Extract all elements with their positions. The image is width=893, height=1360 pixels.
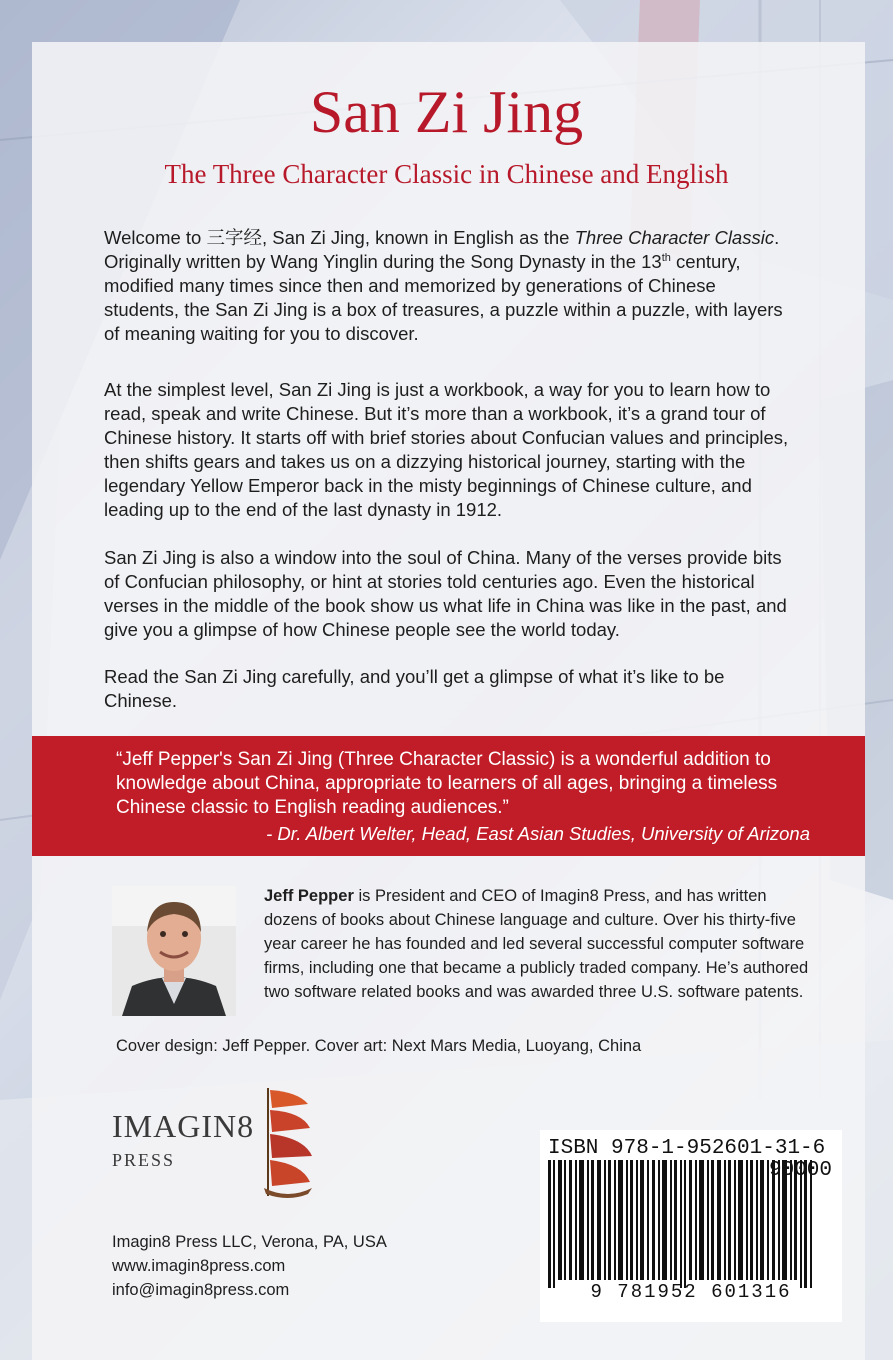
isbn-label: ISBN 978-1-952601-31-6 — [548, 1137, 826, 1160]
endorsement-quote: “Jeff Pepper's San Zi Jing (Three Character Classic) is a wonderful addition to knowledge about China, appropriate to learners of all ages, bringing a timeless Chinese classic to English reading audiences.” — [116, 749, 778, 818]
book-title: San Zi Jing — [309, 79, 584, 145]
logo-name: IMAGIN8 — [112, 1108, 255, 1144]
barcode-number: 9 781952 601316 — [590, 1281, 792, 1303]
publisher-website[interactable]: www.imagin8press.com — [112, 1257, 286, 1275]
publisher-email[interactable]: info@imagin8press.com — [112, 1281, 290, 1299]
quote-attribution: - Dr. Albert Welter, Head, East Asian Studies, University of Arizona — [266, 823, 810, 844]
book-subtitle: The Three Character Classic in Chinese and English — [164, 159, 729, 189]
intro-paragraph-2: At the simplest level, San Zi Jing is just a workbook, a way for you to learn how to read, speak and write Chinese. But it’s more than a workbook, it’s a grand tour of Chinese history. It starts off with brief stories about Confucian values and principles, then shifts gears and takes us on a dizzying historical journey, starting with the legendary Yellow Emperor back in the misty beginnings of Chinese culture, and leading up to the end of the last dynasty in 1912. — [104, 379, 789, 520]
intro-paragraph-1: Welcome to 三字经, San Zi Jing, known in English as the Three Character Classic. Originally written by Wang Yinglin during the Song Dynasty in the 13th century, modified many times since then and memorized by generations of Chinese students, the San Zi Jing is a box of treasures, a puzzle within a puzzle, with layers of meaning waiting for you to discover. — [104, 227, 783, 344]
author-photo — [112, 886, 236, 1016]
junk-sail-icon — [258, 1084, 314, 1198]
publisher-address: Imagin8 Press LLC, Verona, PA, USA — [112, 1233, 387, 1251]
intro-paragraph-3: San Zi Jing is also a window into the soul of China. Many of the verses provide bits of Confucian philosophy, or hint at stories told centuries ago. Even the historical verses in the middle of the book show us what life in China was like in the past, and give you a glimpse of how Chinese people see the world today. — [104, 547, 787, 640]
publisher-logo — [112, 1110, 254, 1171]
cover-credit: Cover design: Jeff Pepper. Cover art: Next Mars Media, Luoyang, China — [116, 1037, 642, 1055]
italic-title: Three Character Classic — [574, 227, 775, 248]
logo-press: PRESS — [112, 1150, 176, 1170]
author-bio: Jeff Pepper is President and CEO of Imagin8 Press, and has written dozens of books about Chinese language and culture. Over his thirty-five year career he has founded and led several successful computer software firms, including one that became a publicly traded company. He’s authored two software related books and was awarded three U.S. software patents. — [264, 887, 809, 1001]
author-name: Jeff Pepper — [264, 887, 354, 905]
intro-paragraph-4: Read the San Zi Jing carefully, and you’ll get a glimpse of what it’s like to be Chinese. — [104, 666, 725, 711]
publisher-contact — [112, 1230, 472, 1302]
price-code: 90000 — [768, 1159, 832, 1182]
chinese-title: 三字经 — [206, 227, 262, 248]
